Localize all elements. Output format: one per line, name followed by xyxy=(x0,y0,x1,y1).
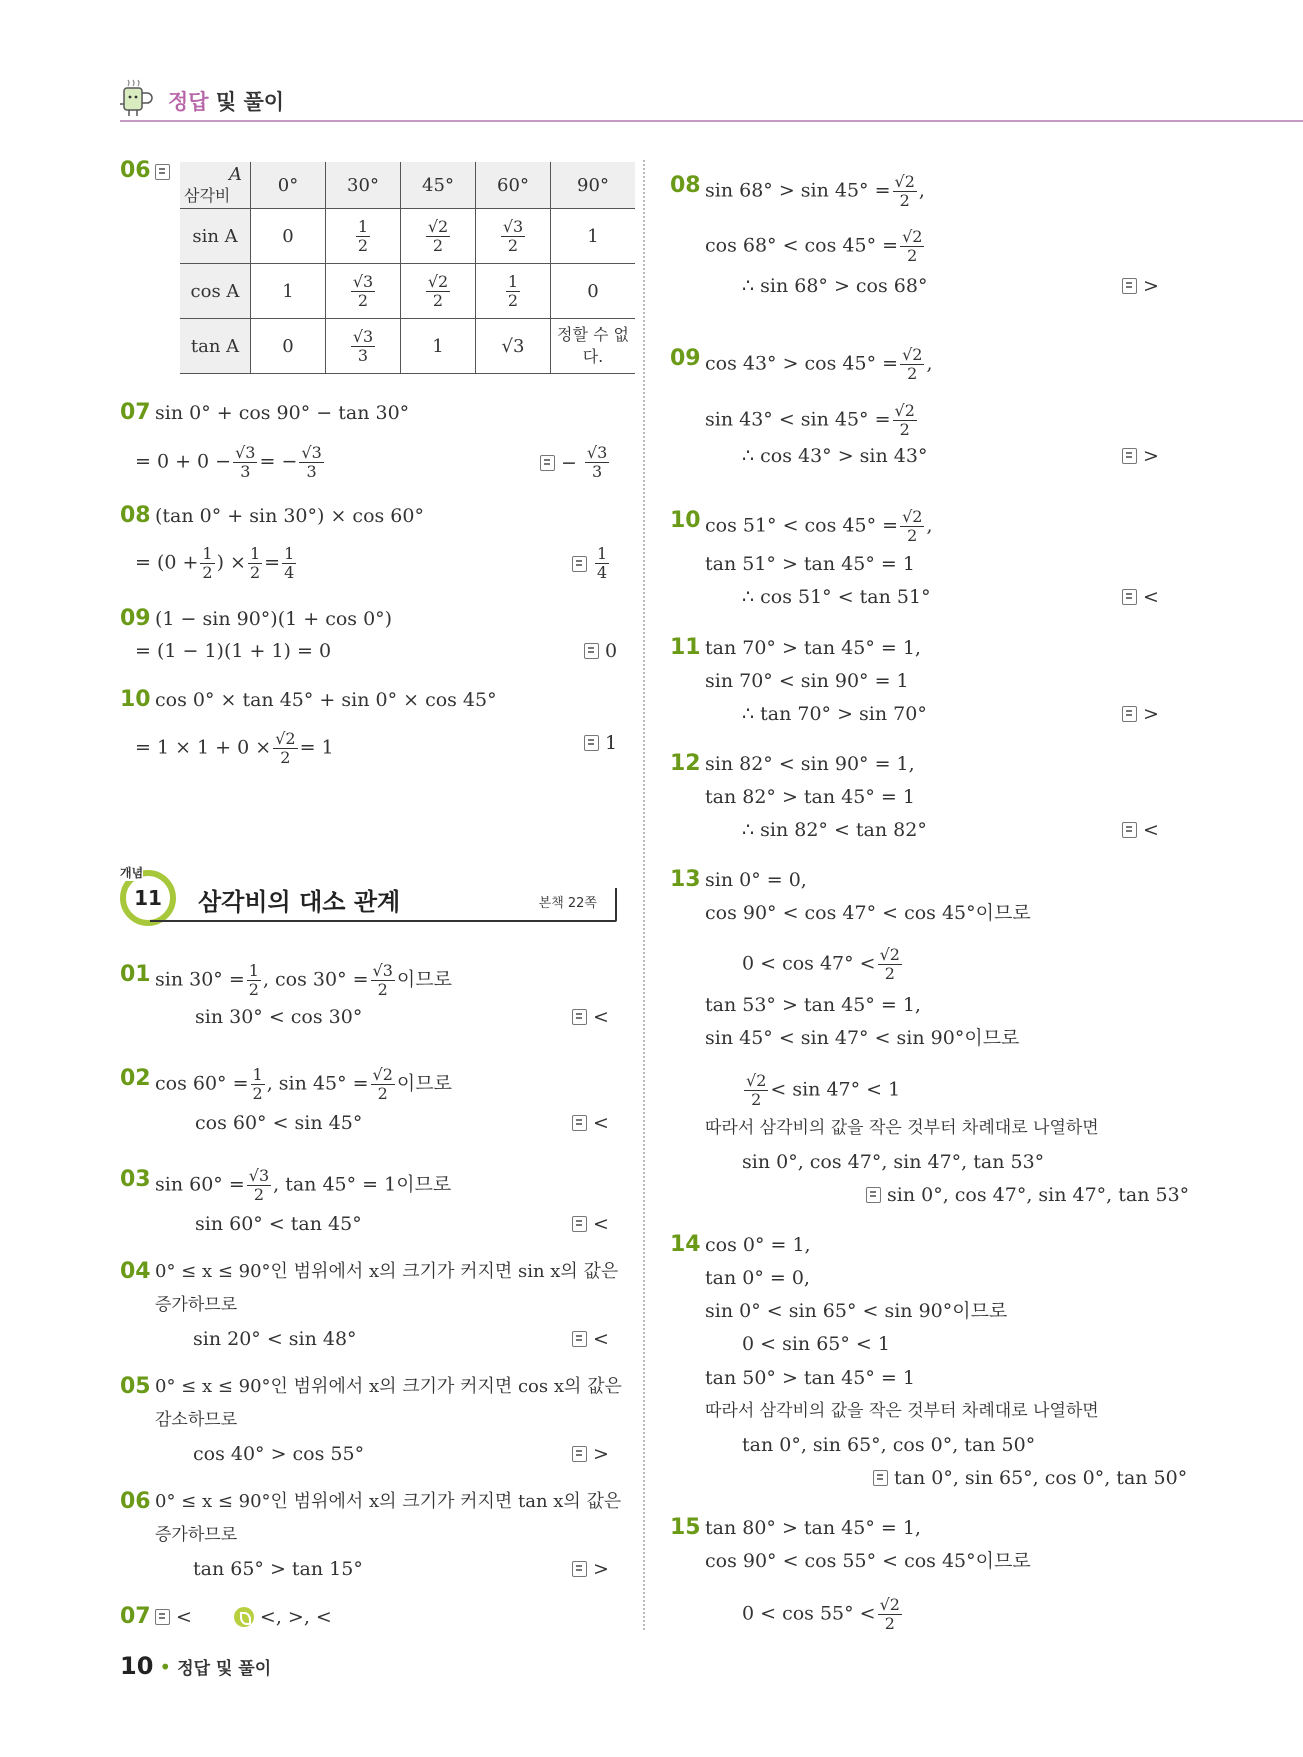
solution-line: sin 0° = 0, xyxy=(705,869,807,891)
solution-line: sin 30° < cos 30° xyxy=(195,1006,363,1028)
answer-box-icon xyxy=(572,1115,587,1131)
solution-line: sin 82° < sin 90° = 1, xyxy=(705,753,915,775)
solution-line: sin 0° < sin 65° < sin 90°이므로 xyxy=(705,1300,1008,1322)
solution-line: tan 50° > tan 45° = 1 xyxy=(705,1367,915,1389)
concept-title: 삼각비의 대소 관계 xyxy=(198,888,401,916)
answer: $\frac{1}{4}$ xyxy=(572,545,611,582)
answer: sin 0°, cos 47°, sin 47°, tan 53° xyxy=(866,1182,1189,1208)
answer-box-icon xyxy=(1122,706,1137,722)
solution-line: cos 60° < sin 45° xyxy=(195,1112,363,1134)
page-number: 10 xyxy=(120,1652,154,1680)
answer: − $\frac{√3}{3}$ xyxy=(540,444,611,481)
answer-box-icon xyxy=(572,556,587,572)
page-footer: 10 • 정답 및 풀이 xyxy=(120,1652,272,1680)
answer: < xyxy=(1122,584,1159,610)
solution-line: sin 30° = $\frac{1}{2}$ , cos 30° = $\frac{√3}{2}$ 이므로 xyxy=(155,961,452,999)
solution-line: sin 70° < sin 90° = 1 xyxy=(705,670,909,692)
item-number: 10 xyxy=(120,687,151,712)
solution-line: sin 0° + cos 90° − tan 30° xyxy=(155,402,410,424)
answer-box-icon xyxy=(572,1446,587,1462)
item-number: 07 xyxy=(120,1604,151,1629)
item-number: 05 xyxy=(120,1374,151,1399)
solution-line: 따라서 삼각비의 값을 작은 것부터 차례대로 나열하면 xyxy=(705,1118,1099,1138)
answer: < xyxy=(572,1110,609,1136)
concept-corner xyxy=(615,888,617,922)
solution-line: ∴ sin 82° < tan 82° xyxy=(742,819,927,841)
item-number: 07 xyxy=(120,400,151,425)
solution-line: (tan 0° + sin 30°) × cos 60° xyxy=(155,505,424,527)
answer-box-icon xyxy=(540,455,555,471)
answer: < xyxy=(1122,817,1159,843)
answer: > xyxy=(1122,443,1159,469)
item-number: 08 xyxy=(670,173,701,198)
item-number: 03 xyxy=(120,1167,151,1192)
solution-line: 0 < cos 55° < $\frac{√2}{2}$ xyxy=(742,1595,900,1633)
answer: < xyxy=(572,1211,609,1237)
solution-line: cos 40° > cos 55° xyxy=(193,1443,365,1465)
solution-line: tan 0°, sin 65°, cos 0°, tan 50° xyxy=(742,1434,1036,1456)
solution-line: 증가하므로 xyxy=(155,1525,238,1545)
answer-box-icon xyxy=(155,1609,170,1625)
answer: > xyxy=(1122,701,1159,727)
answer: > xyxy=(572,1441,609,1467)
solution-line: ∴ cos 51° < tan 51° xyxy=(742,586,931,608)
item-number: 10 xyxy=(670,508,701,533)
solution-line: 0° ≤ x ≤ 90°인 범위에서 x의 크기가 커지면 cos x의 값은 xyxy=(155,1376,622,1397)
answer: < xyxy=(572,1326,609,1352)
item-number: 06 xyxy=(120,158,151,183)
solution-line: sin 20° < sin 48° xyxy=(193,1328,357,1350)
solution-line: 따라서 삼각비의 값을 작은 것부터 차례대로 나열하면 xyxy=(705,1401,1099,1421)
solution-line: tan 51° > tan 45° = 1 xyxy=(705,553,915,575)
solution-line: 증가하므로 xyxy=(155,1295,238,1315)
solution-line: cos 68° < cos 45° = $\frac{√2}{2}$ xyxy=(705,227,923,265)
answer-box-icon xyxy=(873,1470,888,1486)
solution-line: ∴ sin 68° > cos 68° xyxy=(742,275,928,297)
item-number: 06 xyxy=(120,1489,151,1514)
answer: 0 xyxy=(584,638,617,664)
item-number: 09 xyxy=(670,346,701,371)
solution-line: = (1 − 1)(1 + 1) = 0 xyxy=(135,640,332,662)
answer-box-icon xyxy=(866,1187,881,1203)
solution-line: (1 − sin 90°)(1 + cos 0°) xyxy=(155,608,393,630)
answer: tan 0°, sin 65°, cos 0°, tan 50° xyxy=(873,1465,1187,1491)
answer: < xyxy=(572,1004,609,1030)
solution-line: cos 90° < cos 47° < cos 45°이므로 xyxy=(705,902,1031,924)
concept-underline xyxy=(150,920,615,922)
header-rule xyxy=(120,120,1303,122)
solution-line: = (0 + $\frac{1}{2}$ ) × $\frac{1}{2}$ = $\frac{1}{4}$ xyxy=(135,544,295,582)
solution-line: 0° ≤ x ≤ 90°인 범위에서 x의 크기가 커지면 sin x의 값은 xyxy=(155,1261,619,1282)
answer-box-icon xyxy=(572,1561,587,1577)
solution-line: 0 < sin 65° < 1 xyxy=(742,1333,890,1355)
answer-box-icon xyxy=(572,1009,587,1025)
answer: < <, >, < xyxy=(155,1604,332,1630)
item-number: 11 xyxy=(670,635,701,660)
solution-line: cos 43° > cos 45° = $\frac{√2}{2}$ , xyxy=(705,345,933,383)
solution-line: sin 60° = $\frac{√3}{2}$ , tan 45° = 1이므로 xyxy=(155,1166,452,1204)
answer-box-icon xyxy=(1122,589,1137,605)
solution-line: 0 < cos 47° < $\frac{√2}{2}$ xyxy=(742,945,900,983)
answer-box-icon xyxy=(155,164,170,180)
solution-line: 0° ≤ x ≤ 90°인 범위에서 x의 크기가 커지면 tan x의 값은 xyxy=(155,1491,622,1512)
solution-line: cos 51° < cos 45° = $\frac{√2}{2}$ , xyxy=(705,507,933,545)
solution-line: sin 0°, cos 47°, sin 47°, tan 53° xyxy=(742,1151,1045,1173)
solution-line: sin 45° < sin 47° < sin 90°이므로 xyxy=(705,1027,1020,1049)
solution-line: = 0 + 0 − $\frac{√3}{3}$ = − $\frac{√3}{3}$ xyxy=(135,443,322,481)
solution-line: tan 65° > tan 15° xyxy=(193,1558,363,1580)
solution-line: tan 70° > tan 45° = 1, xyxy=(705,637,921,659)
solution-line: sin 43° < sin 45° = $\frac{√2}{2}$ xyxy=(705,401,915,439)
item-number: 04 xyxy=(120,1259,151,1284)
answer: > xyxy=(1122,273,1159,299)
page-header-title: 정답 및 풀이 xyxy=(168,90,285,114)
item-number: 12 xyxy=(670,751,701,776)
answer: 1 xyxy=(584,730,617,756)
column-divider xyxy=(643,160,645,1630)
solution-line: tan 0° = 0, xyxy=(705,1267,810,1289)
trig-ratio-table: A 삼각비 0° 30° 45° 60° 90° sin A 0 $\frac{1}{2}$ $\frac{√2}{2}$ $\frac{√3}{2}$ 1 cos A 1 $\frac{√3}{2}$ $\frac{√2}{2}$ $\frac{1}{2}$ 0 tan A 0 $\frac{√3}{3}$ 1 √3 정할 수 없다. xyxy=(180,162,635,374)
answer-box-icon xyxy=(1122,822,1137,838)
answer: > xyxy=(572,1556,609,1582)
solution-line: tan 80° > tan 45° = 1, xyxy=(705,1517,921,1539)
item-number: 13 xyxy=(670,867,701,892)
textbook-reference: 본책 22쪽 xyxy=(538,896,597,911)
footer-text: 정답 및 풀이 xyxy=(177,1659,272,1679)
concept-badge: 11 xyxy=(120,870,176,926)
solution-line: sin 68° > sin 45° = $\frac{√2}{2}$ , xyxy=(705,172,925,210)
answer-box-icon xyxy=(572,1216,587,1232)
answer-box-icon xyxy=(584,643,599,659)
item-number: 01 xyxy=(120,962,151,987)
item-number: 14 xyxy=(670,1232,701,1257)
answer-box-icon xyxy=(584,735,599,751)
extra-answer-icon xyxy=(234,1607,254,1627)
item-number: 15 xyxy=(670,1515,701,1540)
solution-line: cos 0° = 1, xyxy=(705,1234,811,1256)
solution-line: cos 0° × tan 45° + sin 0° × cos 45° xyxy=(155,689,497,711)
solution-line: $\frac{√2}{2}$ < sin 47° < 1 xyxy=(746,1071,901,1109)
answer-box-icon xyxy=(1122,278,1137,294)
item-number: 02 xyxy=(120,1066,151,1091)
item-number: 08 xyxy=(120,503,151,528)
cup-mascot-icon xyxy=(120,78,162,118)
item-number: 09 xyxy=(120,606,151,631)
solution-line: = 1 × 1 + 0 × $\frac{√2}{2}$ = 1 xyxy=(135,729,334,767)
solution-line: cos 90° < cos 55° < cos 45°이므로 xyxy=(705,1550,1031,1572)
answer-box-icon xyxy=(1122,448,1137,464)
solution-line: tan 53° > tan 45° = 1, xyxy=(705,994,921,1016)
solution-line: 감소하므로 xyxy=(155,1410,238,1430)
solution-line: tan 82° > tan 45° = 1 xyxy=(705,786,915,808)
solution-line: sin 60° < tan 45° xyxy=(195,1213,362,1235)
concept-header xyxy=(120,866,617,926)
answer-box-icon xyxy=(572,1331,587,1347)
concept-label: 개념 xyxy=(120,866,144,880)
solution-line: ∴ tan 70° > sin 70° xyxy=(742,703,927,725)
solution-line: cos 60° = $\frac{1}{2}$ , sin 45° = $\frac{√2}{2}$ 이므로 xyxy=(155,1065,452,1103)
solution-line: ∴ cos 43° > sin 43° xyxy=(742,445,928,467)
